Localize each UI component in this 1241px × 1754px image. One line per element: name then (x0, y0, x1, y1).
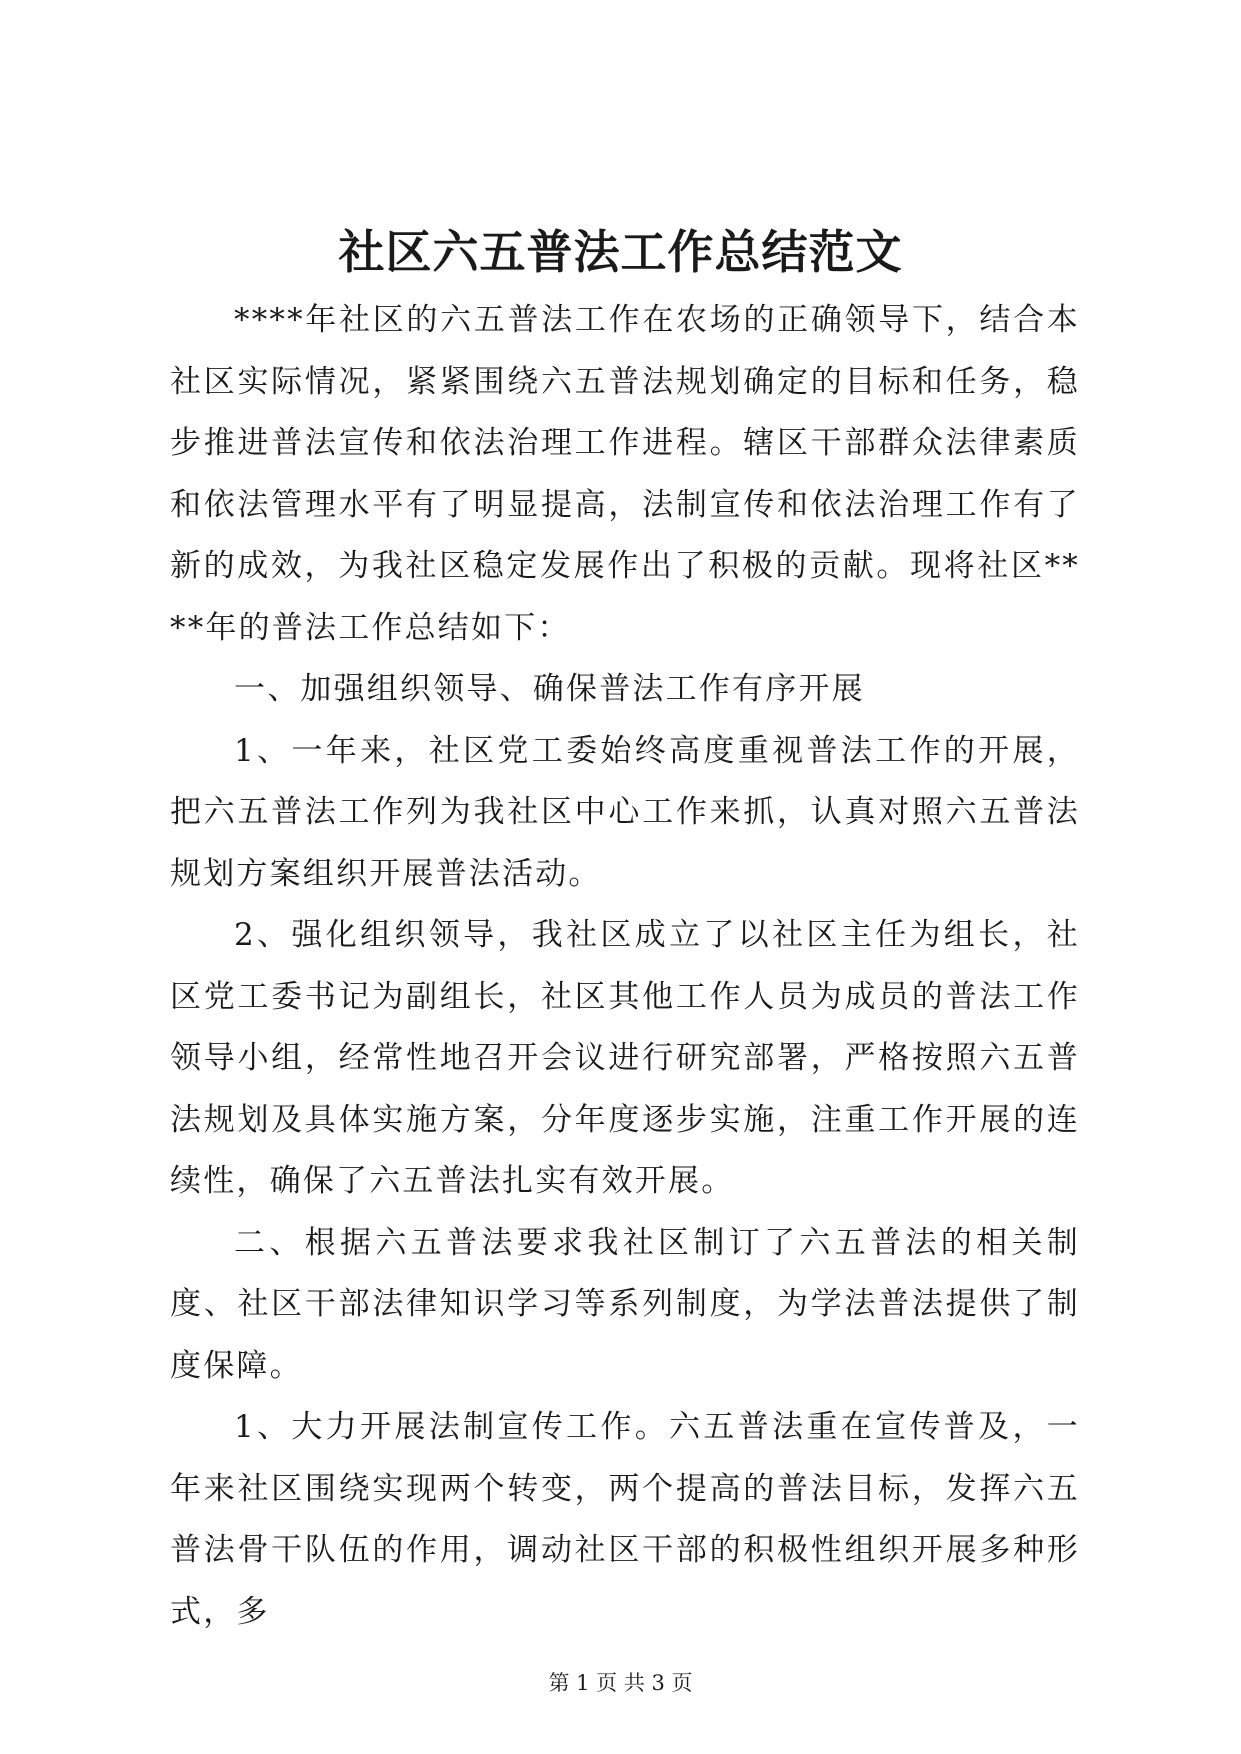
page-footer: 第 1 页 共 3 页 (548, 1671, 693, 1695)
paragraph-section-1-heading: 一、加强组织领导、确保普法工作有序开展 (234, 671, 865, 707)
paragraph-item-1-1: 1、一年来，社区党工委始终高度重视普法工作的开展，把六五普法工作列为我社区中心工作来抓，认真对照六五普法规划方案组织开展普法活动。 (170, 732, 1080, 892)
paragraph-item-2-1: 1、大力开展法制宣传工作。六五普法重在宣传普及，一年来社区围绕实现两个转变，两个提高的普法目标，发挥六五普法骨干队伍的作用，调动社区干部的积极性组织开展多种形式，多 (170, 1409, 1080, 1630)
paragraph-intro: ****年社区的六五普法工作在农场的正确领导下，结合本社区实际情况，紧紧围绕六五普法规划确定的目标和任务，稳步推进普法宣传和依法治理工作进程。辖区干部群众法律素质和依法管理水平有了明显提高，法制宣传和依法治理工作有了新的成效，为我社区稳定发展作出了积极的贡献。现将社区****年的普法工作总结如下： (170, 302, 1080, 646)
paragraph-section-2-heading: 二、根据六五普法要求我社区制订了六五普法的相关制度、社区干部法律知识学习等系列制度，为学法普法提供了制度保障。 (170, 1224, 1080, 1384)
document-title: 社区六五普法工作总结范文 (338, 225, 903, 279)
paragraph-item-1-2: 2、强化组织领导，我社区成立了以社区主任为组长，社区党工委书记为副组长，社区其他工作人员为成员的普法工作领导小组，经常性地召开会议进行研究部署，严格按照六五普法规划及具体实施方案，分年度逐步实施，注重工作开展的连续性，确保了六五普法扎实有效开展。 (170, 917, 1080, 1199)
document-body (170, 290, 1080, 1643)
